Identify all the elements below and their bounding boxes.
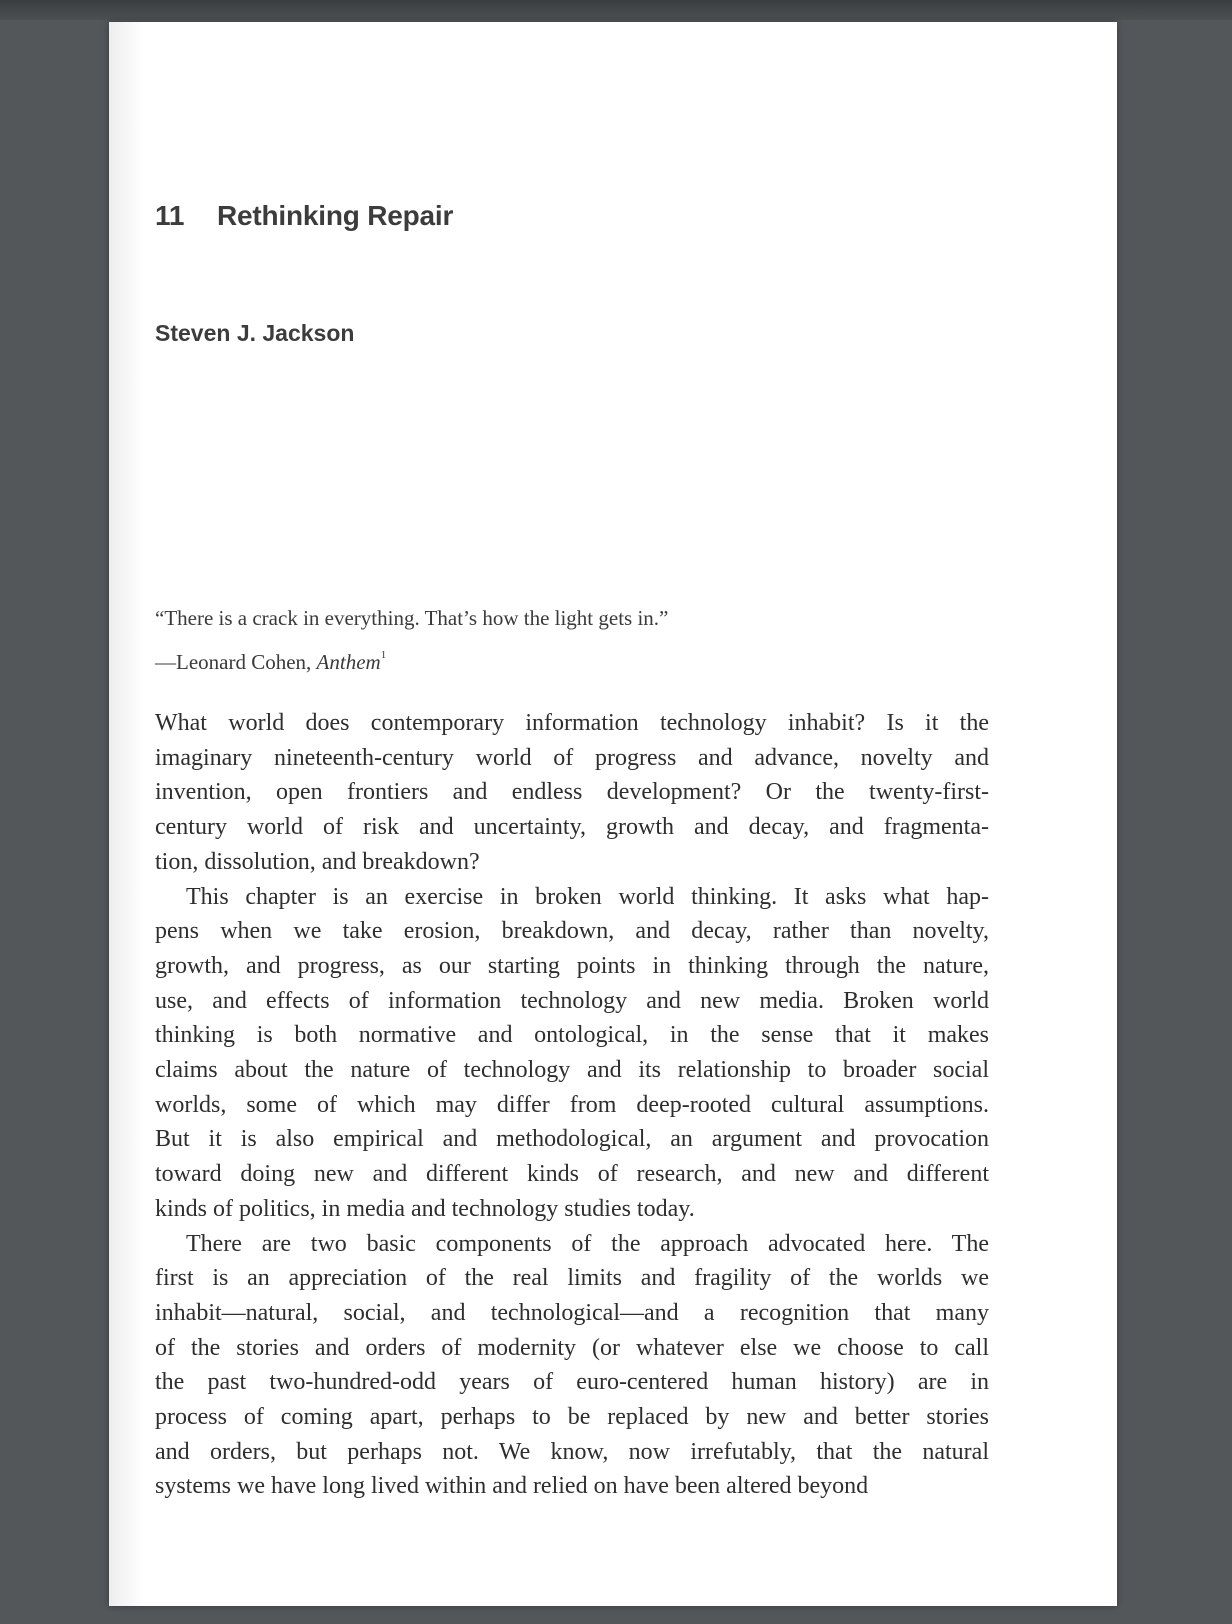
- text-line: tion, dissolution, and breakdown?: [155, 848, 480, 875]
- text-line: process of coming apart, perhaps to be replaced by new and better stories: [155, 1404, 989, 1431]
- text-line: There are two basic components of the approach advocated here. The: [186, 1230, 989, 1257]
- text-line: This chapter is an exercise in broken world thinking. It asks what hap-: [186, 883, 989, 910]
- body-paragraph: [155, 880, 989, 1227]
- document-page: [109, 22, 1117, 1606]
- epigraph: [155, 600, 955, 681]
- footnote-marker: 1: [380, 649, 387, 661]
- epigraph-quote: “There is a crack in everything. That’s how the light gets in.”: [155, 606, 669, 630]
- text-line: toward doing new and different kinds of research, and new and different: [155, 1161, 989, 1188]
- text-line: the past two-hundred-odd years of euro-centered human history) are in: [155, 1369, 989, 1396]
- text-line: thinking is both normative and ontological, in the sense that it makes: [155, 1022, 989, 1049]
- text-line: invention, open frontiers and endless development? Or the twenty-first-: [155, 779, 989, 806]
- chapter-number: 11: [155, 200, 185, 231]
- text-line: century world of risk and uncertainty, growth and decay, and fragmenta-: [155, 814, 989, 841]
- text-line: pens when we take erosion, breakdown, and decay, rather than novelty,: [155, 918, 989, 945]
- text-line: first is an appreciation of the real limits and fragility of the worlds we: [155, 1265, 989, 1292]
- text-line: inhabit—natural, social, and technological—and a recognition that many: [155, 1299, 989, 1326]
- text-line: systems we have long lived within and relied on have been altered beyond: [155, 1473, 869, 1500]
- author-name: Steven J. Jackson: [155, 320, 355, 346]
- chapter-heading: [155, 200, 453, 232]
- epigraph-author: —Leonard Cohen,: [155, 650, 317, 674]
- text-line: What world does contemporary information technology inhabit? Is it the: [155, 710, 989, 736]
- chapter-title: Rethinking Repair: [217, 200, 454, 231]
- text-line: worlds, some of which may differ from deep-rooted cultural assumptions.: [155, 1091, 989, 1118]
- body-paragraph: [155, 1227, 989, 1505]
- text-line: imaginary nineteenth-century world of progress and advance, novelty and: [155, 744, 989, 771]
- text-line: growth, and progress, as our starting points in thinking through the nature,: [155, 952, 989, 979]
- epigraph-work: Anthem: [316, 650, 381, 674]
- text-line: claims about the nature of technology and its relationship to broader social: [155, 1057, 989, 1084]
- text-line: kinds of politics, in media and technology studies today.: [155, 1195, 695, 1222]
- viewer-top-bar: [0, 0, 1232, 20]
- body-text: [155, 706, 989, 1504]
- text-line: use, and effects of information technology and new media. Broken world: [155, 987, 989, 1014]
- body-paragraph: [155, 706, 989, 880]
- text-line: But it is also empirical and methodological, an argument and provocation: [155, 1126, 989, 1153]
- epigraph-attribution: [155, 637, 955, 681]
- text-line: and orders, but perhaps not. We know, now irrefutably, that the natural: [155, 1438, 989, 1465]
- text-line: of the stories and orders of modernity (or whatever else we choose to call: [155, 1334, 989, 1361]
